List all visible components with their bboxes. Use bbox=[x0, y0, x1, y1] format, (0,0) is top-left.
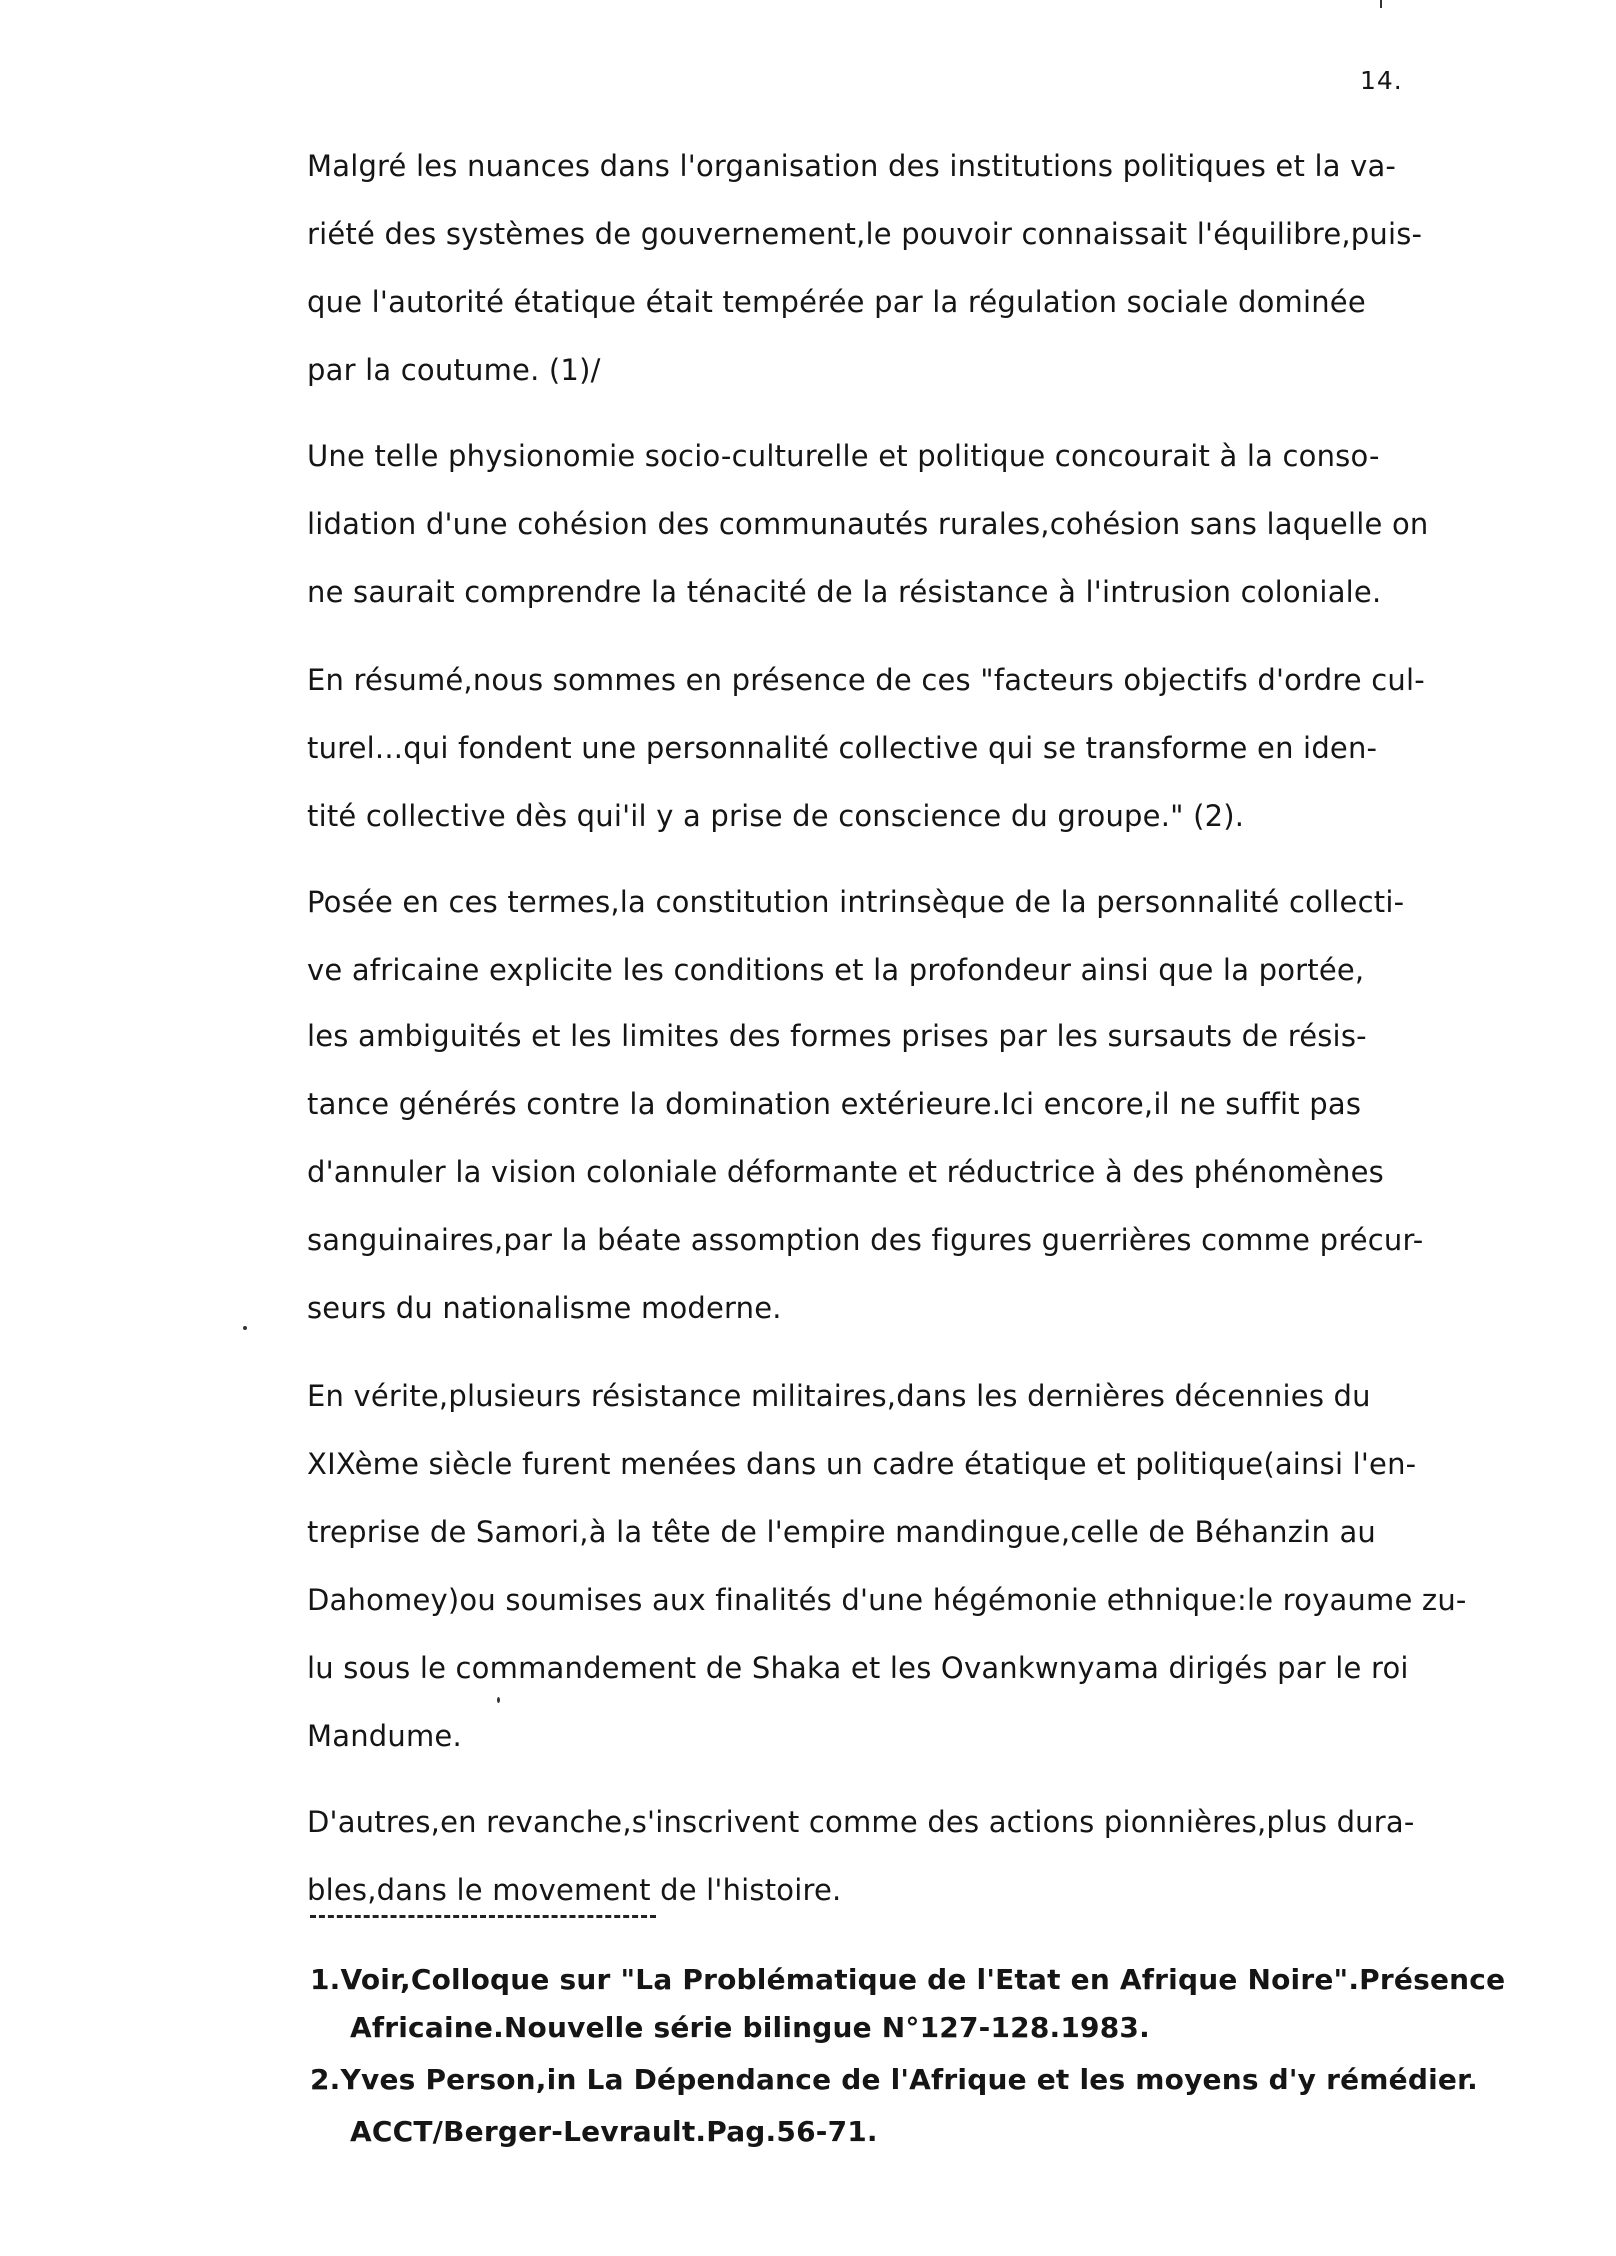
text-line: tance générés contre la domination extérieure.Ici encore,il ne suffit pas bbox=[307, 1087, 1362, 1121]
text-line: En résumé,nous sommes en présence de ces "facteurs objectifs d'ordre cul- bbox=[307, 663, 1425, 697]
text-line: Malgré les nuances dans l'organisation des institutions politiques et la va- bbox=[307, 149, 1397, 183]
text-line: que l'autorité étatique était tempérée par la régulation sociale dominée bbox=[307, 285, 1366, 319]
text-line: lidation d'une cohésion des communautés rurales,cohésion sans laquelle on bbox=[307, 507, 1429, 541]
footnote-1-line-1: 1.Voir,Colloque sur "La Problématique de l'Etat en Afrique Noire".Présence bbox=[310, 1963, 1506, 1996]
scan-speck bbox=[497, 1697, 500, 1703]
text-line: Mandume. bbox=[307, 1719, 462, 1753]
footnote-2-line-1: 2.Yves Person,in La Dépendance de l'Afrique et les moyens d'y rémédier. bbox=[310, 2063, 1478, 2096]
footnote-separator bbox=[310, 1915, 656, 1918]
footnote-1-line-2: Africaine.Nouvelle série bilingue N°127-128.1983. bbox=[350, 2011, 1150, 2044]
scan-speck bbox=[243, 1326, 247, 1330]
text-line: D'autres,en revanche,s'inscrivent comme des actions pionnières,plus dura- bbox=[307, 1805, 1415, 1839]
text-line: Une telle physionomie socio-culturelle et politique concourait à la conso- bbox=[307, 439, 1380, 473]
text-line: Dahomey)ou soumises aux finalités d'une hégémonie ethnique:le royaume zu- bbox=[307, 1583, 1467, 1617]
text-line: Posée en ces termes,la constitution intrinsèque de la personnalité collecti- bbox=[307, 885, 1405, 919]
text-line: sanguinaires,par la béate assomption des figures guerrières comme précur- bbox=[307, 1223, 1424, 1257]
text-line: treprise de Samori,à la tête de l'empire mandingue,celle de Béhanzin au bbox=[307, 1515, 1376, 1549]
text-line: ne saurait comprendre la ténacité de la résistance à l'intrusion coloniale. bbox=[307, 575, 1382, 609]
text-line: lu sous le commandement de Shaka et les Ovankwnyama dirigés par le roi bbox=[307, 1651, 1409, 1685]
text-line: les ambiguités et les limites des formes prises par les sursauts de résis- bbox=[307, 1019, 1367, 1053]
text-line: turel...qui fondent une personnalité collective qui se transforme en iden- bbox=[307, 731, 1378, 765]
footnote-2-line-2: ACCT/Berger-Levrault.Pag.56-71. bbox=[350, 2115, 878, 2148]
text-line: seurs du nationalisme moderne. bbox=[307, 1291, 782, 1325]
text-line: d'annuler la vision coloniale déformante et réductrice à des phénomènes bbox=[307, 1155, 1384, 1189]
scan-speck bbox=[1380, 0, 1382, 8]
text-line: par la coutume. (1)/ bbox=[307, 353, 601, 387]
text-line: En vérite,plusieurs résistance militaires,dans les dernières décennies du bbox=[307, 1379, 1371, 1413]
text-line: riété des systèmes de gouvernement,le pouvoir connaissait l'équilibre,puis- bbox=[307, 217, 1423, 251]
text-line: XIXème siècle furent menées dans un cadre étatique et politique(ainsi l'en- bbox=[307, 1447, 1417, 1481]
page-number: 14. bbox=[1360, 66, 1403, 95]
text-line: bles,dans le movement de l'histoire. bbox=[307, 1873, 842, 1907]
text-line: ve africaine explicite les conditions et la profondeur ainsi que la portée, bbox=[307, 953, 1365, 987]
text-line: tité collective dès qui'il y a prise de conscience du groupe." (2). bbox=[307, 799, 1245, 833]
